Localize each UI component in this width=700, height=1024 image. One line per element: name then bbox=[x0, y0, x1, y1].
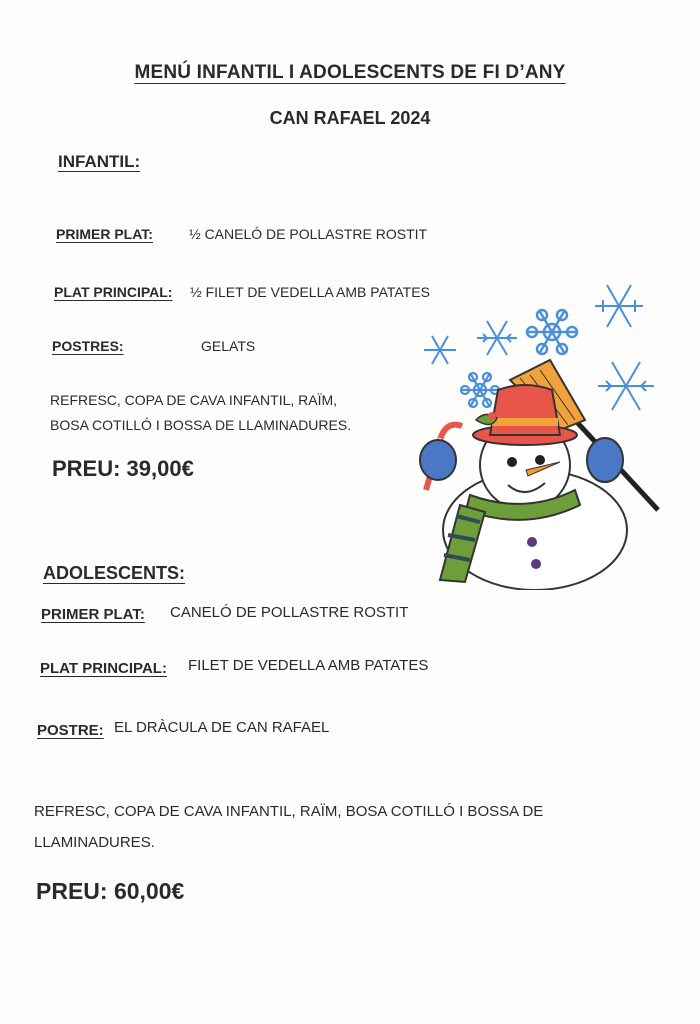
course-value: FILET DE VEDELLA AMB PATATES bbox=[188, 657, 429, 674]
course-value: GELATS bbox=[201, 338, 256, 354]
course-label: PLAT PRINCIPAL: bbox=[54, 284, 173, 300]
course-label: PRIMER PLAT: bbox=[41, 606, 145, 623]
course-value: ½ CANELÓ DE POLLASTRE ROSTIT bbox=[189, 226, 428, 242]
snowflake-icon bbox=[526, 310, 578, 354]
snowflake-icon bbox=[477, 321, 517, 355]
menu-title: MENÚ INFANTIL I ADOLESCENTS DE FI D’ANY bbox=[134, 62, 566, 83]
snowflake-icon bbox=[598, 362, 654, 410]
snowflake-icon bbox=[424, 336, 456, 364]
price-adolescents: PREU: 60,00€ bbox=[36, 878, 185, 904]
snowflake-icon bbox=[595, 285, 643, 327]
course-label: POSTRES: bbox=[52, 338, 124, 354]
extras-text: REFRESC, COPA DE CAVA INFANTIL, RAÏM, BOSA COTILLÓ I BOSSA DE LLAMINADURES. bbox=[50, 392, 352, 433]
course-label: PLAT PRINCIPAL: bbox=[40, 660, 167, 677]
menu-subtitle: CAN RAFAEL 2024 bbox=[269, 108, 431, 128]
section-heading-infantil: INFANTIL: bbox=[58, 152, 141, 171]
course-value: CANELÓ DE POLLASTRE ROSTIT bbox=[170, 604, 409, 621]
course-label: POSTRE: bbox=[37, 722, 104, 739]
course-value: EL DRÀCULA DE CAN RAFAEL bbox=[114, 719, 330, 736]
extras-text: REFRESC, COPA DE CAVA INFANTIL, RAÏM, BOSA COTILLÓ I BOSSA DE LLAMINADURES. bbox=[34, 803, 544, 851]
course-value: ½ FILET DE VEDELLA AMB PATATES bbox=[190, 284, 430, 300]
section-heading-adolescents: ADOLESCENTS: bbox=[43, 563, 186, 583]
snowman-icon bbox=[400, 280, 670, 590]
price-infantil: PREU: 39,00€ bbox=[52, 456, 194, 481]
course-label: PRIMER PLAT: bbox=[56, 226, 153, 242]
snowflake-icon bbox=[460, 373, 500, 407]
